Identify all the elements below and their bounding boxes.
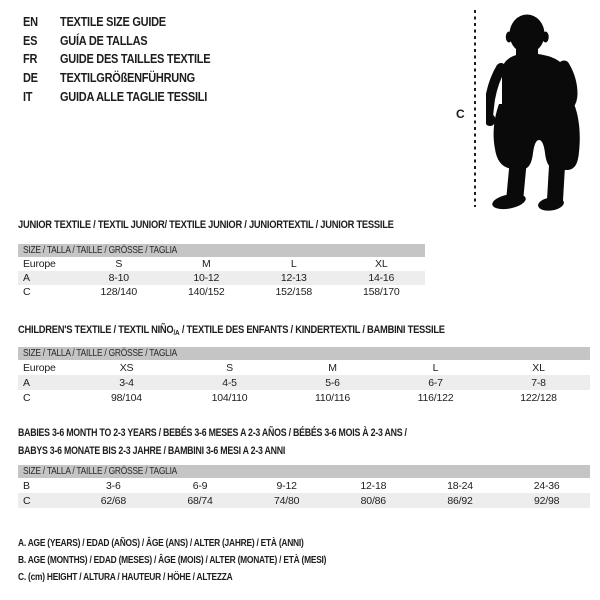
cell: 3-4 [119,376,134,389]
cell: 24-36 [533,479,560,492]
cell: 3-6 [106,479,121,492]
column-header-row [18,360,590,375]
cell: 12-18 [360,479,387,492]
size-header-band: SIZE / TALLA / TAILLE / GRÖSSE / TAGLIA [18,347,590,360]
size-col-xl: XL [532,361,545,374]
language-code: IT [23,89,33,104]
table-row-height [18,285,425,299]
size-col-xs: XS [119,361,134,374]
language-code: DE [23,71,38,86]
language-title: TEXTILE SIZE GUIDE [60,15,166,30]
size-col-m: M [328,361,337,374]
size-header-band: SIZE / TALLA / TAILLE / GRÖSSE / TAGLIA [18,465,590,478]
language-row [23,13,231,32]
language-row [23,32,231,51]
children-size-table [18,347,590,405]
row-label: A [23,272,30,284]
cell: 18-24 [447,479,473,492]
legend-footnotes [18,535,403,586]
language-title-list [23,13,231,106]
cell: 6-7 [428,376,443,389]
cell: 10-12 [193,272,220,284]
cell: 98/104 [111,391,142,404]
cell: 6-9 [192,479,208,492]
footnote-c: C. (cm) HEIGHT / ALTURA / HAUTEUR / HÖHE / ALTEZZA [18,571,233,583]
row-label: C [23,286,31,298]
babies-size-table [18,465,590,508]
footnote-a: A. AGE (YEARS) / EDAD (AÑOS) / ÂGE (ANS) / ALTER (JAHRE) / ETÀ (ANNI) [18,537,304,549]
cell: 128/140 [100,286,138,298]
language-title: GUIDE DES TAILLES TEXTILE [60,52,211,67]
size-col-l: L [432,361,439,374]
language-code: ES [23,33,38,48]
language-title: TEXTILGRÖßENFÜHRUNG [60,71,195,86]
cell: 158/170 [362,286,400,298]
junior-section-title: JUNIOR TEXTILE / TEXTIL JUNIOR/ TEXTILE JUNIOR / JUNIORTEXTIL / JUNIOR TESSILE [18,219,394,231]
language-row [23,69,231,88]
language-title: GUÍA DE TALLAS [60,33,148,48]
size-col-s: S [115,258,123,270]
cell: 74/80 [274,494,300,507]
size-col-xl: XL [375,258,388,270]
row-label: C [23,391,31,404]
cell: 116/122 [417,391,454,404]
children-section-title: CHILDREN'S TEXTILE / TEXTIL $NIÑO_{/A}$ / TEXTILE DES ENFANTS / KINDERTEXTIL / BAMBINI TESSILE [18,324,445,337]
cell: 14-16 [368,272,395,284]
row-label: C [23,494,31,507]
table-row-height [18,493,590,508]
column-header-row [18,257,425,271]
language-code: EN [23,15,38,30]
height-label: C [456,107,465,121]
table-row-age [18,271,425,285]
cell: 92/98 [534,494,560,507]
language-row [23,50,231,69]
cell: 140/152 [187,286,225,298]
size-col-l: L [290,258,297,270]
gender-subscript: /A [173,328,180,337]
baby-silhouette-icon [486,4,596,212]
cell: 80/86 [360,494,386,507]
cell: 152/158 [275,286,313,298]
babies-section-title: BABIES 3-6 MONTH TO 2-3 YEARS / BEBÉS 3-6 MESES A 2-3 AÑOS / BÉBÉS 3-6 MOIS À 2-3 ANS / BABYS 3-6 MONATE BIS 2-3 JAHRE / BAMBINI 3-6 MESI A 2-3 ANNI [18,427,407,457]
table-row-height [18,390,590,405]
region-label: Europe [23,258,56,270]
cell: 68/74 [187,494,213,507]
cell: 62/68 [100,494,126,507]
size-col-m: M [201,258,211,270]
region-label: Europe [23,361,56,374]
cell: 9-12 [276,479,297,492]
cell: 12-13 [280,272,307,284]
table-row-age [18,375,590,390]
size-col-s: S [226,361,233,374]
cell: 8-10 [108,272,129,284]
cell: 104/110 [211,391,248,404]
size-header-band: SIZE / TALLA / TAILLE / GRÖSSE / TAGLIA [18,244,425,257]
row-label: B [23,479,30,492]
cell: 86/92 [447,494,473,507]
cell: 7-8 [531,376,546,389]
language-title: GUIDA ALLE TAGLIE TESSILI [60,89,208,104]
cell: 5-6 [325,376,340,389]
cell: 110/116 [315,391,350,404]
footnote-b: B. AGE (MONTHS) / EDAD (MESES) / ÂGE (MOIS) / ALTER (MONATE) / ETÀ (MESI) [18,554,327,566]
cell: 4-5 [222,376,237,389]
height-dashed-line [474,10,476,207]
language-row [23,87,231,106]
row-label: A [23,376,30,389]
cell: 122/128 [520,391,557,404]
junior-size-table [18,244,425,299]
table-row-months [18,478,590,493]
language-code: FR [23,52,38,67]
